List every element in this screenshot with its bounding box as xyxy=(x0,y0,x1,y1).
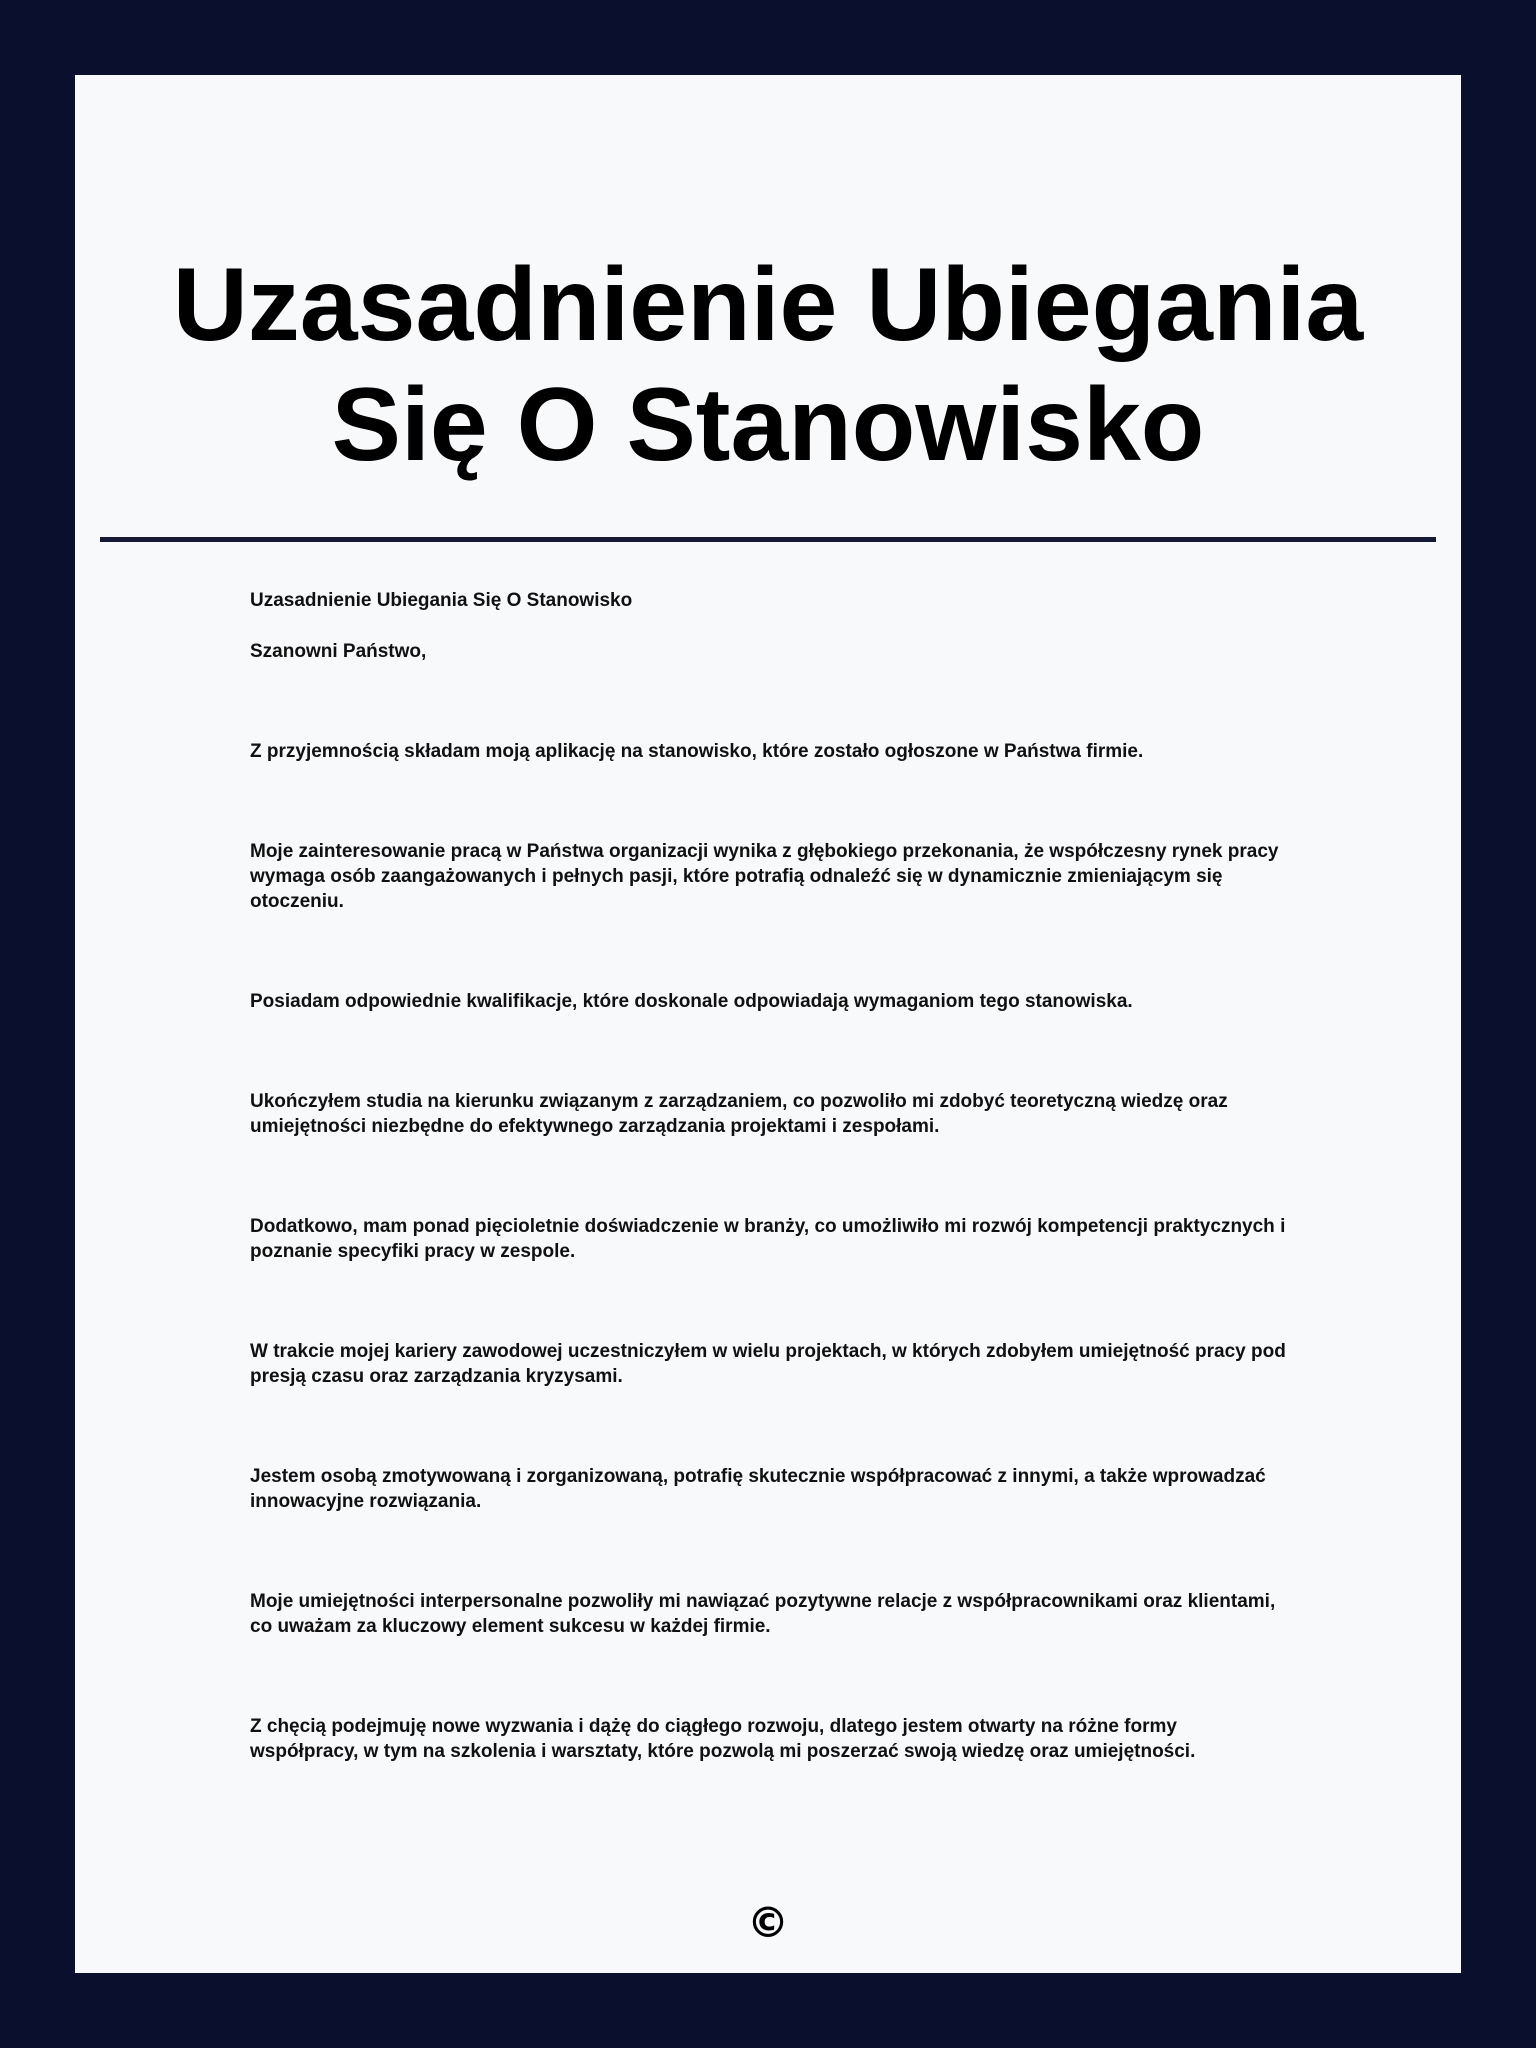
header-divider xyxy=(100,537,1436,542)
letter-greeting: Szanowni Państwo, xyxy=(250,641,427,662)
letter-paragraph: Jestem osobą zmotywowaną i zorganizowaną, potrafię skutecznie współpracować z innymi, a także wprowadzać innowacyjne rozwiązania. xyxy=(250,1466,1266,1512)
letter-content xyxy=(250,588,1290,1839)
letter-paragraph: Moje zainteresowanie pracą w Państwa organizacji wynika z głębokiego przekonania, że ​​współczesny rynek pracy wymaga osób zaangażowanych i pełnych pasji, które potrafią odnaleźć się w dynamicznie zmieniającym się otoczeniu. xyxy=(250,841,1279,912)
letter-paragraph: Posiadam odpowiednie kwalifikacje, które doskonale odpowiadają wymaganiom tego stanowiska. xyxy=(250,991,1133,1012)
letter-paragraph: Dodatkowo, mam ponad pięcioletnie doświadczenie w branży, co umożliwiło mi rozwój kompetencji praktycznych i poznanie specyfiki pracy w zespole. xyxy=(250,1216,1286,1262)
letter-paragraph: Z chęcią podejmuję nowe wyzwania i dążę do ciągłego rozwoju, dlatego jestem otwarty na różne formy współpracy, w tym na szkolenia i warsztaty, które pozwolą mi poszerzać swoją wiedzę oraz umiejętności. xyxy=(250,1716,1196,1762)
letter-paragraph: Ukończyłem studia na kierunku związanym z zarządzaniem, co pozwoliło mi zdobyć teoretyczną wiedzę oraz umiejętności niezbędne do efektywnego zarządzania projektami i zespołami. xyxy=(250,1091,1228,1137)
document-page xyxy=(75,75,1461,1973)
letter-paragraph: W trakcie mojej kariery zawodowej uczestniczyłem w wielu projektach, w których zdobyłem umiejętność pracy pod presją czasu oraz zarządzania kryzysami. xyxy=(250,1341,1286,1387)
page-title: Uzasadnienie Ubiegania Się O Stanowisko xyxy=(172,247,1364,483)
letter-paragraph: Z przyjemnością składam moją aplikację na stanowisko, które zostało ogłoszone w Państwa firmie. xyxy=(250,741,1144,762)
copyright-icon: © xyxy=(747,1898,789,1947)
letter-heading: Uzasadnienie Ubiegania Się O Stanowisko xyxy=(250,590,633,611)
letter-paragraph: Moje umiejętności interpersonalne pozwoliły mi nawiązać pozytywne relacje z współpracownikami oraz klientami, co uważam za kluczowy element sukcesu w każdej firmie. xyxy=(250,1591,1276,1637)
page-header xyxy=(100,75,1436,540)
